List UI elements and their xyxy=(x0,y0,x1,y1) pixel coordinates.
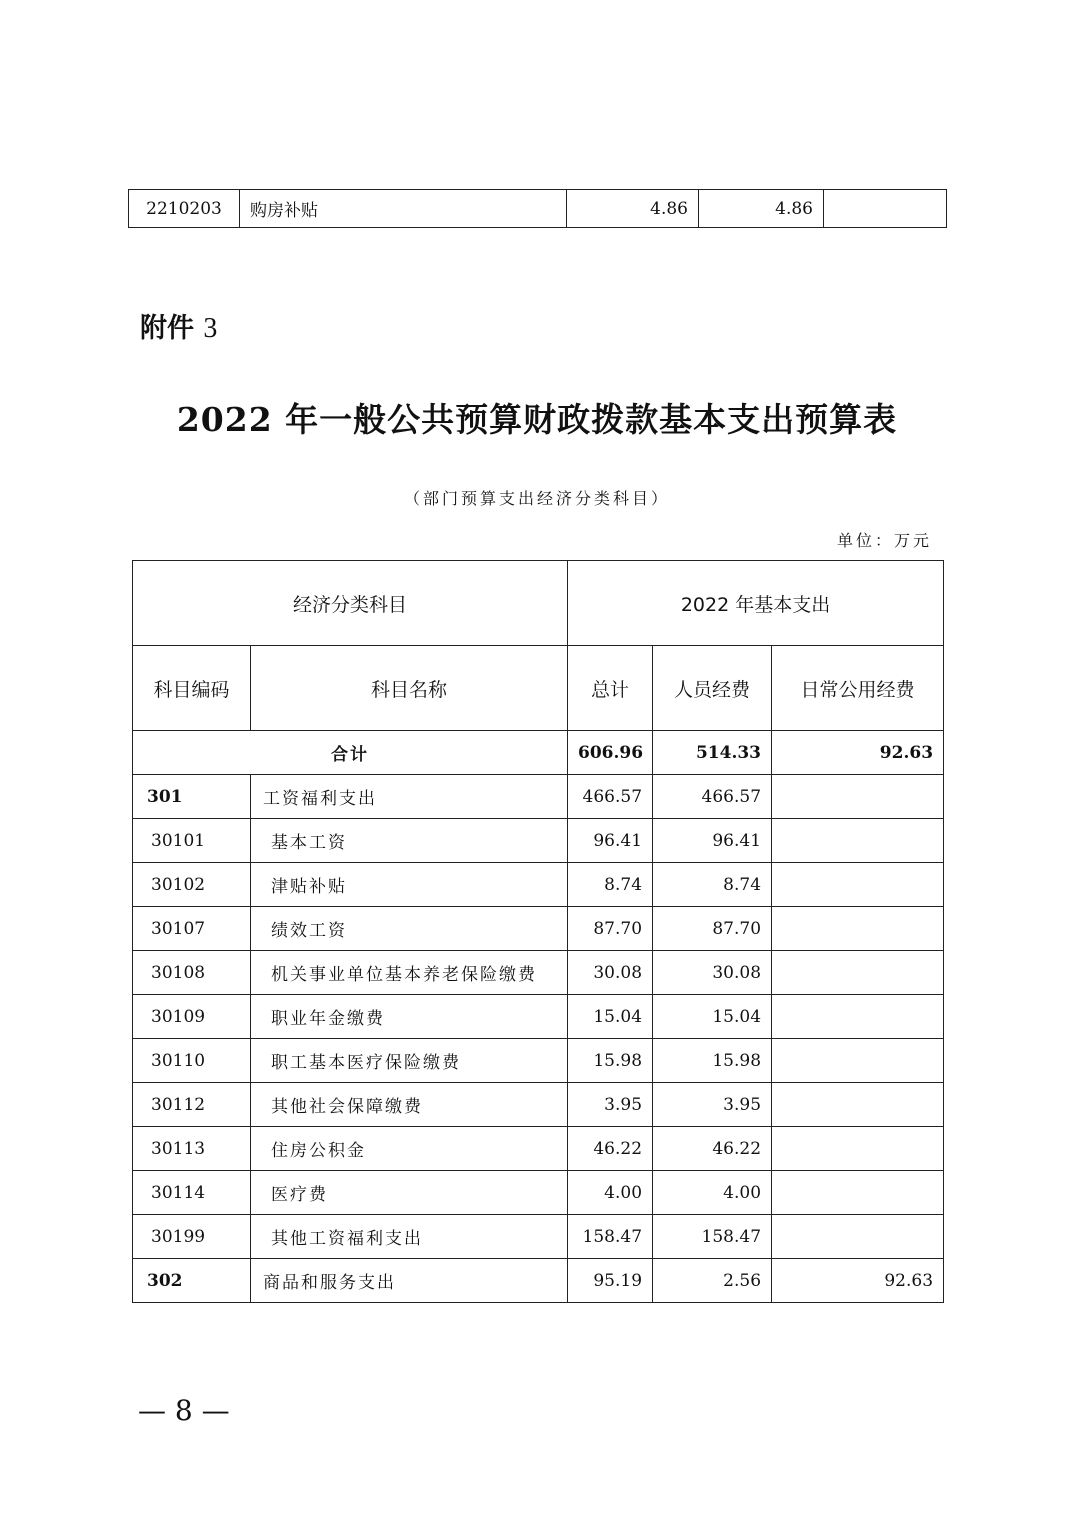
row-code: 30114 xyxy=(133,1171,251,1215)
row-name: 商品和服务支出 xyxy=(251,1259,568,1303)
row-personnel: 2.56 xyxy=(653,1259,772,1303)
row-daily xyxy=(772,775,944,819)
row-daily xyxy=(772,1215,944,1259)
row-name: 工资福利支出 xyxy=(251,775,568,819)
row-name: 基本工资 xyxy=(251,819,568,863)
table-row xyxy=(133,819,944,863)
attachment-text: 附件 xyxy=(140,313,194,344)
total-daily: 92.63 xyxy=(772,731,944,775)
row-personnel: 4.00 xyxy=(653,1171,772,1215)
page-title: 2022 年一般公共预算财政拨款基本支出预算表 xyxy=(176,400,898,439)
item-personnel: 4.86 xyxy=(699,190,824,228)
row-code: 30199 xyxy=(133,1215,251,1259)
header-daily: 日常公用经费 xyxy=(772,646,944,731)
row-name: 津贴补贴 xyxy=(251,863,568,907)
row-daily xyxy=(772,907,944,951)
row-code: 30107 xyxy=(133,907,251,951)
table-row xyxy=(133,1259,944,1303)
total-total: 606.96 xyxy=(568,731,653,775)
row-code: 30102 xyxy=(133,863,251,907)
table-row xyxy=(133,1127,944,1171)
row-personnel: 15.98 xyxy=(653,1039,772,1083)
attachment-label xyxy=(140,306,217,345)
row-name: 医疗费 xyxy=(251,1171,568,1215)
item-name: 购房补贴 xyxy=(240,190,567,228)
item-daily xyxy=(824,190,947,228)
row-total: 95.19 xyxy=(568,1259,653,1303)
item-code: 2210203 xyxy=(129,190,240,228)
row-daily xyxy=(772,1083,944,1127)
header-name: 科目名称 xyxy=(251,646,568,731)
row-name: 机关事业单位基本养老保险缴费 xyxy=(251,951,568,995)
row-daily xyxy=(772,1171,944,1215)
row-total: 96.41 xyxy=(568,819,653,863)
header-econ-class: 经济分类科目 xyxy=(133,561,568,646)
row-personnel: 8.74 xyxy=(653,863,772,907)
continuation-table xyxy=(128,189,947,228)
row-daily xyxy=(772,863,944,907)
table-row xyxy=(133,775,944,819)
page-subtitle: （部门预算支出经济分类科目） xyxy=(403,489,670,508)
row-total: 8.74 xyxy=(568,863,653,907)
table-row xyxy=(133,951,944,995)
row-name: 其他社会保障缴费 xyxy=(251,1083,568,1127)
header-row-group xyxy=(133,561,944,646)
row-code: 30110 xyxy=(133,1039,251,1083)
table-row xyxy=(133,1215,944,1259)
row-personnel: 96.41 xyxy=(653,819,772,863)
row-code: 301 xyxy=(133,775,251,819)
row-total: 15.98 xyxy=(568,1039,653,1083)
header-row-columns xyxy=(133,646,944,731)
unit-label: 单位：万元 xyxy=(836,531,932,550)
row-code: 30108 xyxy=(133,951,251,995)
row-total: 3.95 xyxy=(568,1083,653,1127)
row-personnel: 466.57 xyxy=(653,775,772,819)
row-personnel: 30.08 xyxy=(653,951,772,995)
row-code: 30109 xyxy=(133,995,251,1039)
row-code: 30113 xyxy=(133,1127,251,1171)
row-daily: 92.63 xyxy=(772,1259,944,1303)
attachment-number: 3 xyxy=(203,313,218,344)
header-basic-expenditure: 2022 年基本支出 xyxy=(568,561,944,646)
row-personnel: 15.04 xyxy=(653,995,772,1039)
row-total: 15.04 xyxy=(568,995,653,1039)
budget-table xyxy=(132,560,944,1303)
header-code: 科目编码 xyxy=(133,646,251,731)
table-row xyxy=(133,995,944,1039)
row-total: 46.22 xyxy=(568,1127,653,1171)
row-personnel: 3.95 xyxy=(653,1083,772,1127)
row-total: 158.47 xyxy=(568,1215,653,1259)
row-personnel: 87.70 xyxy=(653,907,772,951)
row-name: 职工基本医疗保险缴费 xyxy=(251,1039,568,1083)
row-total: 30.08 xyxy=(568,951,653,995)
row-daily xyxy=(772,819,944,863)
row-total: 4.00 xyxy=(568,1171,653,1215)
row-personnel: 158.47 xyxy=(653,1215,772,1259)
table-row xyxy=(129,190,947,228)
total-row xyxy=(133,731,944,775)
table-row xyxy=(133,1039,944,1083)
row-daily xyxy=(772,1039,944,1083)
row-name: 住房公积金 xyxy=(251,1127,568,1171)
header-personnel: 人员经费 xyxy=(653,646,772,731)
row-name: 绩效工资 xyxy=(251,907,568,951)
row-code: 30101 xyxy=(133,819,251,863)
table-row xyxy=(133,1083,944,1127)
row-name: 其他工资福利支出 xyxy=(251,1215,568,1259)
row-code: 302 xyxy=(133,1259,251,1303)
total-label: 合计 xyxy=(133,731,568,775)
row-daily xyxy=(772,995,944,1039)
total-personnel: 514.33 xyxy=(653,731,772,775)
row-total: 466.57 xyxy=(568,775,653,819)
row-daily xyxy=(772,1127,944,1171)
item-total: 4.86 xyxy=(567,190,699,228)
row-personnel: 46.22 xyxy=(653,1127,772,1171)
table-row xyxy=(133,1171,944,1215)
page-number: — 8 — xyxy=(138,1394,230,1427)
header-total: 总计 xyxy=(568,646,653,731)
table-row xyxy=(133,907,944,951)
row-daily xyxy=(772,951,944,995)
table-row xyxy=(133,863,944,907)
row-code: 30112 xyxy=(133,1083,251,1127)
row-name: 职业年金缴费 xyxy=(251,995,568,1039)
row-total: 87.70 xyxy=(568,907,653,951)
